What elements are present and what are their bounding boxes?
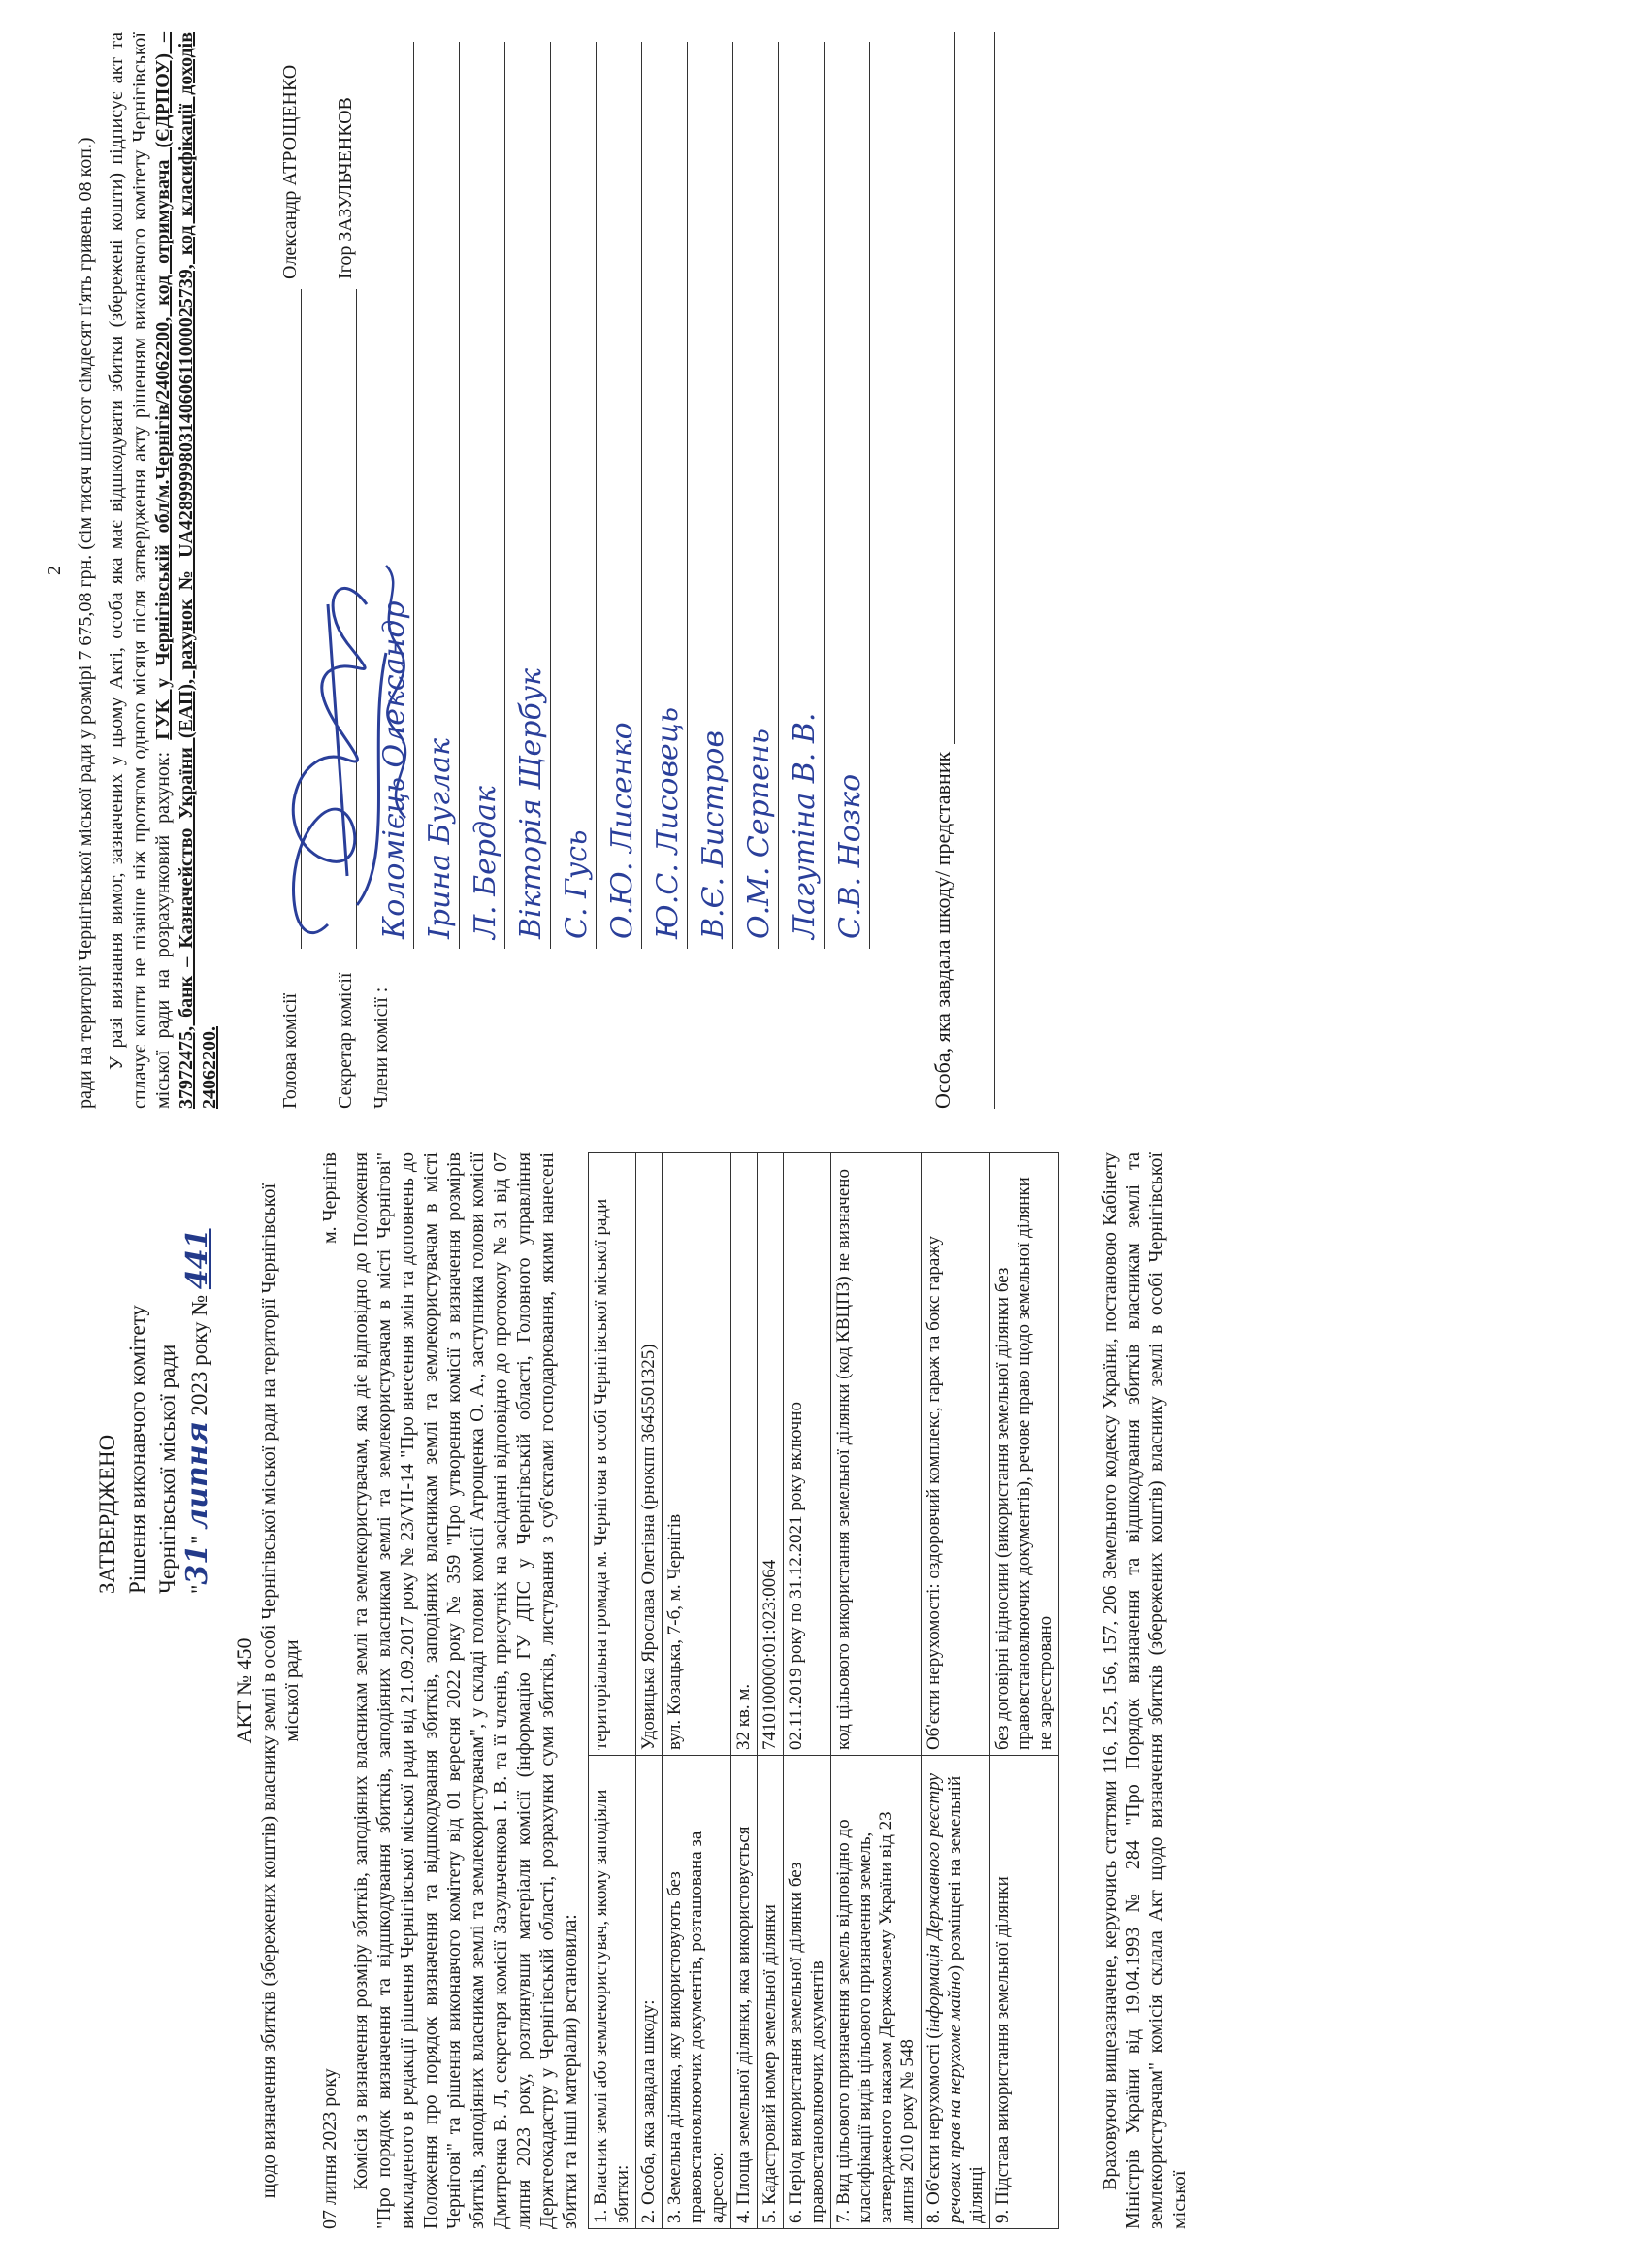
member-signature-line <box>644 42 688 949</box>
member-signature: Л. Бердак <box>469 786 502 939</box>
person-second-line <box>994 32 995 1109</box>
member-signature: Ю.С. Лисовець <box>651 706 685 939</box>
chair-role: Голова комісії <box>279 992 301 1109</box>
member-signature: О.М. Серпень <box>742 728 776 939</box>
table-row: 1. Власник землі або землекористувач, якому заподіяли збитки: територіальна громада м. Чернігова в особі Чернігівської міської ради <box>589 1153 636 2229</box>
approval-stamp <box>92 1152 214 1594</box>
member-signature-line <box>416 42 460 949</box>
act-date-line <box>319 1152 341 2229</box>
member-signature: Лагутіна В. В. <box>788 712 822 939</box>
act-closing-paragraph: Враховуючи вищезазначене, керуючись статтями 116, 125, 156, 157, 206 Земельного кодексу України, постановою Кабінету Міністрів України від 19.04.1993 № 284 "Про Порядок визначення та відшкодування збитків власникам землі та землекористувачам" комісія склала Акт щодо визначення збитків (збережених коштів) власнику землі в особі Чернігівської міської <box>1099 1152 1190 2229</box>
table-row: 7. Вид цільового призначення земель відповідно до класифікації видів цільового призначення земель, затвердженого наказом Держкомзему України від 23 липня 2010 року № 548 код цільового використання земельної ділянки (код КВЦПЗ) не визначено <box>831 1153 922 2229</box>
person-signature-line <box>935 32 955 744</box>
act-intro-paragraph: Комісія з визначення розміру збитків, заподіяних власникам землі та землекористувачам, яка діє відповідно до Положення "Про порядок визначення та відшкодування збитків, заподіяних власникам землі та землекористувачам в місті Чернігові" викладеного в редакції рішення Чернігівської міської ради від 21.09.2017 року № 23/VII-14 "Про внесення змін та доповнень до Положення про порядок визначення та відшкодування збитків, заподіяних власникам землі та землекористувачам в місті Чернігові" та рішення виконавчого комітету від 01 вересня 2022 року № 359 "Про утворення комісії з визначення розмірів збитків, заподіяних власникам землі та землекористувачам", у складі голови комісії Атрощенка О. А., заступника голови комісії Дмитренка В. Л, секретаря комісії Зазульченкова І. В. та її членів, присутніх на засіданні відповідно до протоколу № 31 від 07 липня 2023 року, розглянувши матеріали комісії (інформацію ГУ ДПС у Чернігівській області, Головного управління Держгеокадастру у Чернігівській області, розрахунки суми збитків, листування з суб'єктами господарювання, якими нанесені збитки та інші матеріали) встановила: <box>350 1152 581 2229</box>
signatures-block <box>260 32 872 1109</box>
members-lines <box>371 32 872 949</box>
act-subtitle: щодо визначення збитків (збережених коштів) власнику землі в особі Чернігівської міської ради на території Чернігівської міської ради <box>258 1183 303 2199</box>
person-label: Особа, яка завдала шкоду/ представник <box>930 751 954 1109</box>
act-page-1 <box>92 1152 1191 2229</box>
member-signature: С.В. Нозко <box>833 773 867 939</box>
chair-name: Олександр АТРОЩЕНКО <box>279 64 301 279</box>
table-row: 5. Кадастровий номер земельної ділянки 7410100000:01:023:0064 <box>758 1153 784 2229</box>
page-number: 2 <box>44 566 65 575</box>
secretary-signature-line <box>315 289 357 949</box>
approved-line-3: Чернігівської міської ради <box>155 1344 179 1594</box>
members-signature-row <box>371 32 872 1109</box>
person-signature-row <box>930 32 955 1109</box>
table-row: 3. Земельна ділянка, яку використовують без правовстановлюючих документів, розташована за адресою: вул. Козацька, 7-б, м. Чернігів <box>663 1153 731 2229</box>
secretary-signature-row <box>315 32 357 1109</box>
act-title: АКТ № 450 <box>232 1637 256 1744</box>
table-row: 4. Площа земельної ділянки, яка використовується 32 кв. м. <box>731 1153 758 2229</box>
members-role: Члени комісії : <box>371 987 392 1109</box>
member-signature-line <box>826 42 870 949</box>
facts-table <box>588 1152 1059 2229</box>
chair-signature-row <box>260 32 302 1109</box>
approved-line-2: Рішення виконавчого комітету <box>125 1305 149 1594</box>
handwritten-month: липня <box>180 1421 214 1530</box>
handwritten-day: 31 <box>180 1543 214 1585</box>
table-row: 8. Об'єкти нерухомості (інформація Державного реєстру речових прав на нерухоме майно) розміщені на земельній ділянці Об'єкти нерухомості: оздоровчий комплекс, гараж та бокс гаражу <box>922 1153 990 2229</box>
member-signature-line <box>690 42 733 949</box>
member-signature: О.Ю. Лисенко <box>605 722 639 939</box>
amount-paragraph: ради на території Чернігівської міської ради у розмірі 7 675,08 грн. (сім тисяч шістсот сімдесят п'ять гривень 08 коп.) <box>75 137 96 1109</box>
table-row: 2. Особа, яка завдала шкоду: Удовицька Ярослава Олегівна (рнокпп 3645501325) <box>636 1153 663 2229</box>
bank-details: ГУК у Чернігівській обл/м.Чернігів/24062200, код отримувача (ЄДРПОУ) – 37972475, банк – Казначейство України (ЕАП), рахунок № UA428999980314060611000025739, код класифікації доходів 24062200. <box>152 31 220 1109</box>
table-row: 6. Період використання земельної ділянки без правовстановлюючих документів 02.11.2019 року по 31.12.2021 року включно <box>784 1153 831 2229</box>
chair-signature-line <box>260 289 302 949</box>
payment-paragraph: У разі визнання вимог, зазначених у цьому Акті, особа яка має відшкодувати збитки (збережені кошти) підписує акт та сплачує кошти не пізніше ніж протягом одного місяця після затвердження акту рішенням виконавчого комітету Чернігівської міської ради на розрахунковий рахунок: ГУК у Чернігівській обл/м.Чернігів/24062200, код отримувача (ЄДРПОУ) – 37972475, банк – Казначейство України (ЕАП), рахунок № UA428999980314060611000025739, код класифікації доходів 24062200. <box>106 31 220 1109</box>
handwritten-decision-number: 441 <box>180 1228 214 1290</box>
member-signature: С. Гусь <box>560 829 594 939</box>
act-date: 07 липня 2023 року <box>319 2068 340 2229</box>
act-page-2 <box>44 32 995 1109</box>
member-signature-line <box>553 42 597 949</box>
member-signature: В.Є. Бистров <box>696 730 730 939</box>
member-signature-line <box>462 42 505 949</box>
approved-label: ЗАТВЕРДЖЕНО <box>95 1434 119 1594</box>
secretary-role: Секретар комісії <box>335 972 356 1109</box>
approval-date: "31" липня 2023 року № 441 <box>180 1228 214 1594</box>
member-signature-line <box>735 42 779 949</box>
member-signature: Вікторія Щербук <box>514 667 548 939</box>
member-signature: Коломієць Олександр <box>377 600 411 939</box>
member-signature: Ірина Буглак <box>423 737 457 939</box>
member-signature-line <box>598 42 642 949</box>
member-signature-line <box>781 42 824 949</box>
member-signature-line <box>371 42 414 949</box>
member-signature-line <box>507 42 551 949</box>
table-row: 9. Підстава використання земельної ділянки без договірні відносини (використання земельної ділянки без правовстановлюючих документів), речове право щодо земельної ділянки не зареєстровано <box>990 1153 1059 2229</box>
act-city: м. Чернігів <box>319 1152 340 1244</box>
secretary-name: Ігор ЗАЗУЛЬЧЕНКОВ <box>335 97 356 279</box>
